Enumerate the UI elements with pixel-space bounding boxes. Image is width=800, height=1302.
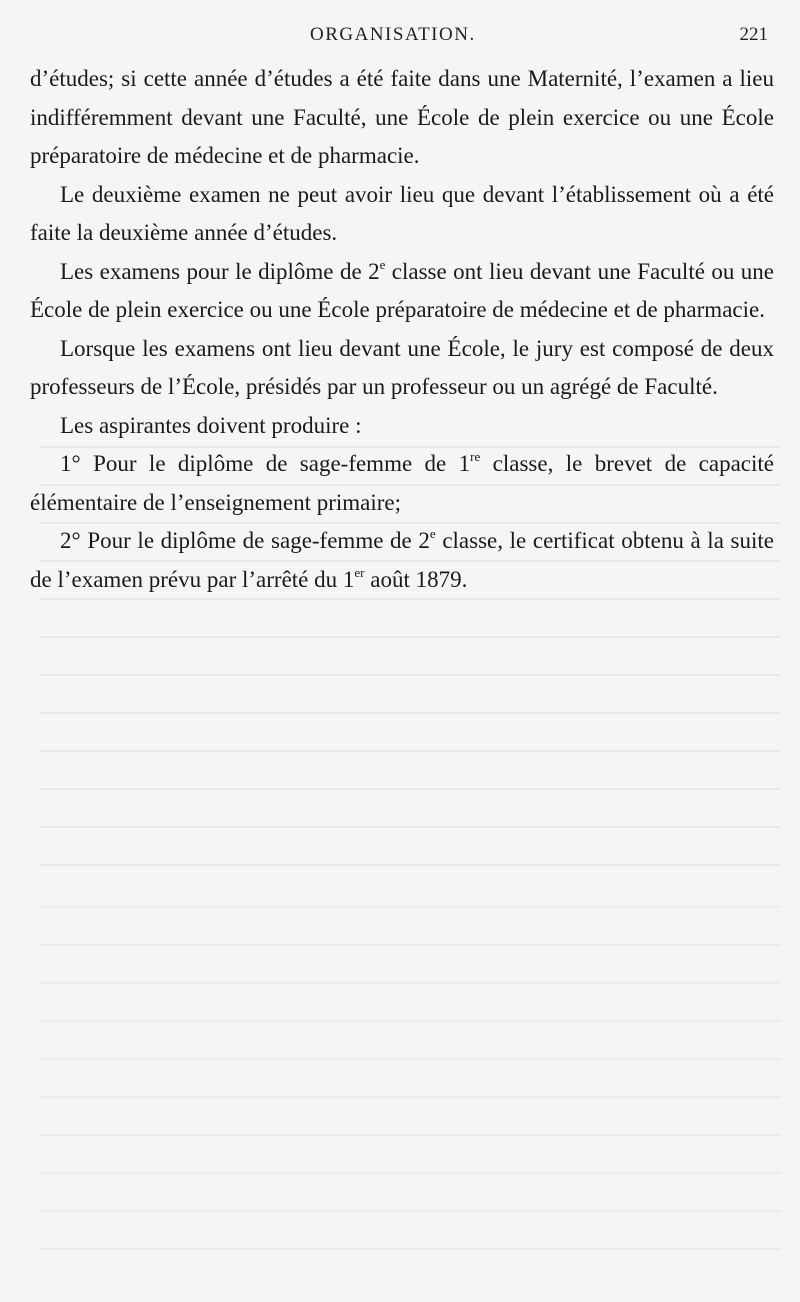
text-run: 2° Pour le diplôme de sage-femme de 2: [60, 528, 430, 553]
show-through-texture-lower: [40, 880, 780, 1280]
body-text: [30, 60, 774, 599]
running-head: [0, 20, 800, 50]
page-number: 221: [739, 24, 768, 45]
text-run: classe ont lieu devant une Faculté ou une École de plein exercice ou une École préparatoire de médecine et de pharmacie.: [30, 258, 774, 322]
text-run: août 1879.: [364, 566, 468, 592]
paragraph: Les aspirantes doivent produire :: [60, 412, 362, 438]
list-item: [30, 445, 774, 522]
superscript: er: [354, 564, 365, 580]
paragraph: [30, 253, 774, 330]
paragraph: Lorsque les examens ont lieu devant une École, le jury est composé de deux professeurs de l’École, présidés par un professeur ou un agrégé de Faculté.: [30, 335, 774, 399]
superscript: e: [379, 256, 386, 272]
text-run: classe, le certificat obtenu à la suite de l’examen prévu par l’arrêté du 1: [30, 528, 774, 592]
text-run: 1° Pour le diplôme de sage-femme de 1: [60, 451, 471, 476]
running-title: ORGANISATION.: [310, 24, 476, 45]
paragraph: Le deuxième examen ne peut avoir lieu que devant l’établissement où a été faite la deuxième année d’études.: [30, 181, 774, 245]
superscript: re: [470, 449, 481, 464]
list-item: [30, 522, 774, 599]
text-run: classe, le brevet de capacité élémentaire de l’enseignement primaire;: [30, 451, 774, 515]
superscript: e: [429, 526, 436, 541]
text-run: Les examens pour le diplôme de 2: [60, 258, 380, 284]
paragraph-continuation: d’études; si cette année d’études a été faite dans une Maternité, l’examen a lieu indifféremment devant une Faculté, une École de plein exercice ou une École préparatoire de médecine et de pharmacie.: [30, 66, 774, 168]
